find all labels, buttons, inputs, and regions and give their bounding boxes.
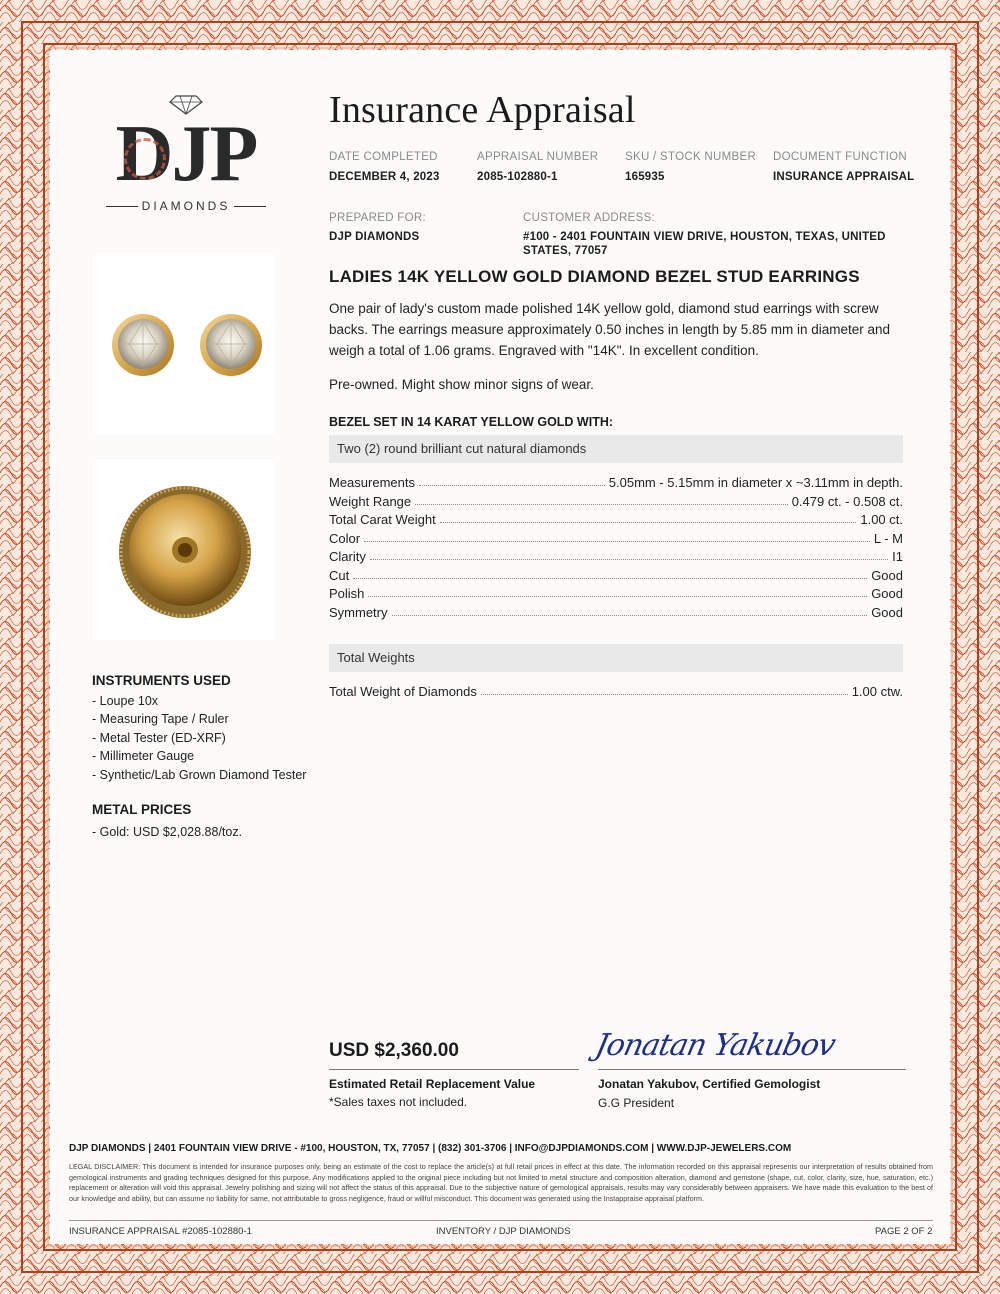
dot-leader xyxy=(419,485,605,486)
spec-value: Good xyxy=(871,605,903,620)
logo-rule-left xyxy=(106,206,138,207)
dot-leader xyxy=(415,504,788,505)
spec-value: I1 xyxy=(892,549,903,564)
item-title: LADIES 14K YELLOW GOLD DIAMOND BEZEL STUD EARRINGS xyxy=(329,267,860,286)
sku-value: 165935 xyxy=(625,171,665,183)
customer-address-label: CUSTOMER ADDRESS: xyxy=(523,212,656,224)
total-weight-row xyxy=(329,681,903,699)
stone-band: Two (2) round brilliant cut natural diamonds xyxy=(329,435,903,463)
instrument-item: - Synthetic/Lab Grown Diamond Tester xyxy=(92,768,307,782)
legal-disclaimer: LEGAL DISCLAIMER: This document is intended for insurance purposes only, being an estimate of the cost to replace the article(s) at full retail prices in effect at this date. The information recorded on this appraisal represents our interpretation of results obtained from gemological instruments and grading techniques designed for this purpose. Any modifications applied to the original piece including but not limited to metal structure and composition alteration, diamond and gemstone (shape, cut, color, clarity, size, hue, saturation, etc.) replacement or alteration will void this appraisal. Jewelry polishing and sizing will not affect the status of this appraisal. Due to the subjective nature of gemological appraisals, results may vary considerably between appraisers. We have made this evaluation to the best of our knowledge and ability, but can assume no liability for same, not attributable to gross negligence, fraud or willful misconduct. This document was generated using the Instappraise appraisal platform. xyxy=(69,1162,933,1203)
spec-label: Cut xyxy=(329,568,350,583)
prepared-for-label: PREPARED FOR: xyxy=(329,212,426,224)
spec-row-color xyxy=(329,528,903,546)
item-condition: Pre-owned. Might show minor signs of wear. xyxy=(329,377,594,392)
total-label: Total Weight of Diamonds xyxy=(329,684,477,699)
spec-value: 1.00 ct. xyxy=(860,512,903,527)
footer-inventory: INVENTORY / DJP DIAMONDS xyxy=(436,1226,571,1237)
footer-contact: DJP DIAMONDS | 2401 FOUNTAIN VIEW DRIVE - #100, HOUSTON, TX, 77057 | (832) 301-3706 | INFO@DJPDIAMONDS.COM | WWW.DJP-JEWELERS.COM xyxy=(69,1143,792,1154)
dot-leader xyxy=(392,615,868,616)
value-rule xyxy=(329,1069,579,1070)
logo-wordmark: DJP xyxy=(115,110,257,198)
spec-value: Good xyxy=(871,586,903,601)
spec-value: Good xyxy=(871,568,903,583)
sku-label: SKU / STOCK NUMBER xyxy=(625,151,757,163)
metal-prices-heading: METAL PRICES xyxy=(92,802,192,817)
signer-name: Jonatan Yakubov, Certified Gemologist xyxy=(598,1077,821,1091)
document-function-label: DOCUMENT FUNCTION xyxy=(773,151,907,163)
logo-gear-accent xyxy=(124,138,166,180)
appraisal-number-value: 2085-102880-1 xyxy=(477,171,558,183)
spec-value: 0.479 ct. - 0.508 ct. xyxy=(791,494,903,509)
spec-row-clarity xyxy=(329,546,903,564)
instrument-item: - Measuring Tape / Ruler xyxy=(92,712,229,726)
prepared-for-value: DJP DIAMONDS xyxy=(329,231,420,243)
spec-value: L - M xyxy=(873,531,903,546)
dot-leader xyxy=(370,559,888,560)
instrument-item: - Loupe 10x xyxy=(92,694,159,708)
date-completed-label: DATE COMPLETED xyxy=(329,151,438,163)
date-completed-value: DECEMBER 4, 2023 xyxy=(329,171,440,183)
spec-row-weight-range xyxy=(329,491,903,509)
spec-row-cut xyxy=(329,565,903,583)
appraised-value: USD $2,360.00 xyxy=(329,1040,459,1061)
totals-band: Total Weights xyxy=(329,644,903,672)
footer-page-number: PAGE 2 OF 2 xyxy=(875,1226,933,1237)
logo-rule-right xyxy=(234,206,266,207)
dot-leader xyxy=(368,596,867,597)
spec-label: Symmetry xyxy=(329,605,388,620)
spec-label: Color xyxy=(329,531,361,546)
appraisal-number-label: APPRAISAL NUMBER xyxy=(477,151,599,163)
earrings-photo xyxy=(95,255,275,435)
customer-address-value: #100 - 2401 FOUNTAIN VIEW DRIVE, HOUSTON, TEXAS, UNITED STATES, 77057 xyxy=(523,231,886,257)
spec-label: Weight Range xyxy=(329,494,412,509)
spec-row-polish xyxy=(329,583,903,601)
setting-heading: BEZEL SET IN 14 KARAT YELLOW GOLD WITH: xyxy=(329,415,614,429)
instruments-heading: INSTRUMENTS USED xyxy=(92,673,231,688)
signature: Jonatan Yakubov xyxy=(592,1028,838,1063)
spec-label: Clarity xyxy=(329,549,366,564)
spec-row-symmetry xyxy=(329,602,903,620)
dot-leader xyxy=(481,694,848,695)
metal-price-item: - Gold: USD $2,028.88/toz. xyxy=(92,825,243,839)
tax-note: *Sales taxes not included. xyxy=(329,1095,468,1109)
spec-label: Measurements xyxy=(329,475,415,490)
dot-leader xyxy=(353,578,867,579)
screw-back-photo xyxy=(95,460,275,640)
spec-label: Total Carat Weight xyxy=(329,512,436,527)
signer-title: G.G President xyxy=(598,1096,675,1110)
instrument-item: - Metal Tester (ED-XRF) xyxy=(92,731,226,745)
spec-value: 5.05mm - 5.15mm in diameter x ~3.11mm in depth. xyxy=(608,475,903,490)
spec-row-total-carat xyxy=(329,509,903,527)
signature-rule xyxy=(598,1069,906,1070)
page-title: Insurance Appraisal xyxy=(329,89,636,131)
instrument-item: - Millimeter Gauge xyxy=(92,749,195,763)
spec-label: Polish xyxy=(329,586,365,601)
dot-leader xyxy=(440,522,857,523)
total-value: 1.00 ctw. xyxy=(851,684,903,699)
spec-row-measurements xyxy=(329,472,903,490)
dot-leader xyxy=(364,541,870,542)
document-function-value: INSURANCE APPRAISAL xyxy=(773,171,915,183)
footer-appraisal-ref: INSURANCE APPRAISAL #2085-102880-1 xyxy=(69,1226,252,1237)
logo-subtitle: DIAMONDS xyxy=(141,199,231,213)
item-description: One pair of lady's custom made polished 14K yellow gold, diamond stud earrings with screw backs. The earrings measure approximately 0.50 inches in length by 5.85 mm in diameter and weigh a total of 1.06 grams. Engraved with "14K". In excellent condition. xyxy=(329,301,891,358)
footer-rule xyxy=(69,1220,933,1221)
value-label: Estimated Retail Replacement Value xyxy=(329,1077,536,1091)
